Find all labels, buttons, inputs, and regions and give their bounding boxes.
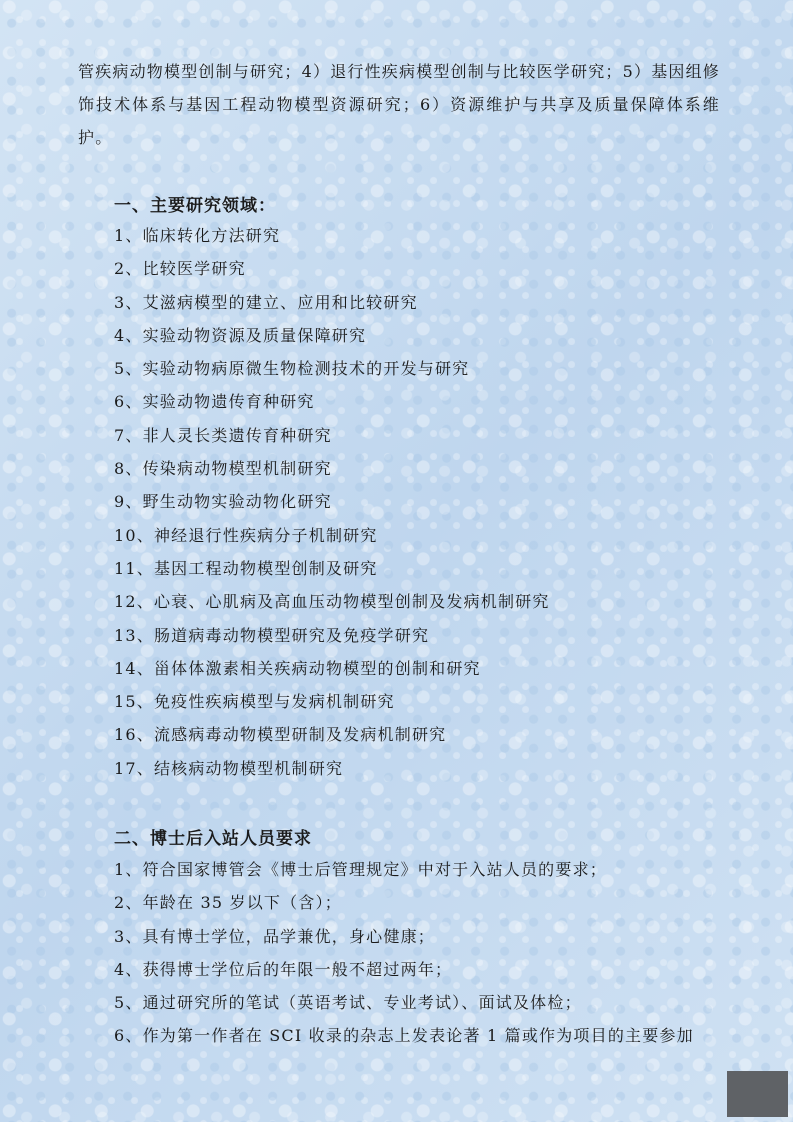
list-item: 10、神经退行性疾病分子机制研究: [114, 525, 378, 545]
list-item: 1、符合国家博管会《博士后管理规定》中对于入站人员的要求；: [114, 860, 607, 879]
list-item: 15、免疫性疾病模型与发病机制研究: [114, 692, 395, 712]
list-item: 3、艾滋病模型的建立、应用和比较研究: [114, 292, 418, 312]
list-item: 4、获得博士学位后的年限一般不超过两年；: [114, 959, 453, 979]
list-item: 17、结核病动物模型机制研究: [114, 758, 344, 778]
list-item: 5、实验动物病原微生物检测技术的开发与研究: [114, 359, 470, 379]
requirements-list: [114, 853, 724, 1053]
intro-paragraph: 管疾病动物模型创制与研究；4）退行性疾病模型创制与比较医学研究；5）基因组修饰技术体系与基因工程动物模型资源研究；6）资源维护与共享及质量保障体系维护。: [78, 62, 720, 147]
corner-overlay-box: [727, 1071, 788, 1117]
list-item: 16、流感病毒动物模型研制及发病机制研究: [114, 725, 447, 745]
list-item: 6、作为第一作者在 SCI 收录的杂志上发表论著 1 篇或作为项目的主要参加: [114, 1026, 694, 1046]
list-item: 2、年龄在 35 岁以下（含）；: [114, 893, 342, 913]
list-item: 12、心衰、心肌病及高血压动物模型创制及发病机制研究: [114, 592, 550, 612]
research-areas-list: [114, 219, 724, 785]
list-item: 2、比较医学研究: [114, 259, 246, 279]
list-item: 13、肠道病毒动物模型研究及免疫学研究: [114, 625, 430, 645]
list-item: 6、实验动物遗传育种研究: [114, 392, 315, 412]
section-heading-postdoc-requirements: 二、博士后入站人员要求: [114, 829, 312, 849]
list-item: 14、甾体体激素相关疾病动物模型的创制和研究: [114, 658, 481, 678]
list-item: 3、具有博士学位，品学兼优，身心健康；: [114, 926, 435, 946]
list-item: 8、传染病动物模型机制研究: [114, 459, 332, 479]
list-item: 5、通过研究所的笔试（英语考试、专业考试）、面试及体检；: [114, 993, 582, 1013]
list-item: 11、基因工程动物模型创制及研究: [114, 558, 378, 578]
list-item: 4、实验动物资源及质量保障研究: [114, 325, 367, 345]
list-item: 1、临床转化方法研究: [114, 226, 281, 245]
section-heading-research-areas: 一、主要研究领域：: [114, 196, 276, 216]
list-item: 9、野生动物实验动物化研究: [114, 492, 332, 512]
list-item: 7、非人灵长类遗传育种研究: [114, 425, 332, 445]
